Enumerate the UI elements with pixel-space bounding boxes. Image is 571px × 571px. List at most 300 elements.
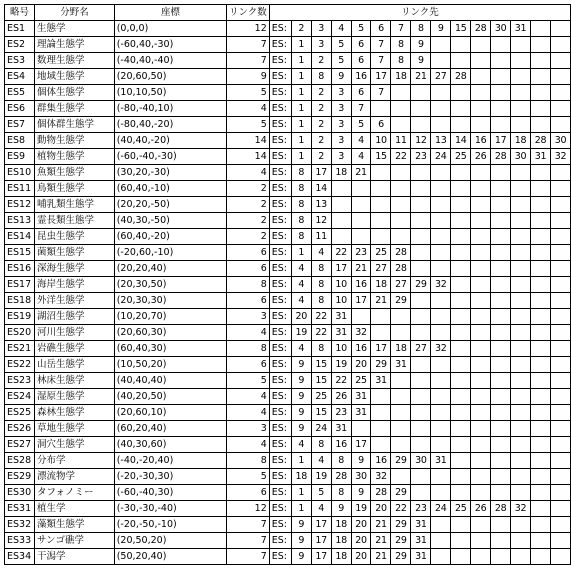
link-prefix-cell: ES: (269, 101, 291, 117)
link-target-cell (411, 437, 431, 453)
link-count-cell: 7 (226, 517, 269, 533)
link-target-cell: 10 (371, 133, 391, 149)
link-target-cell: 4 (351, 149, 371, 165)
link-target-cell (451, 197, 471, 213)
link-target-cell (511, 357, 531, 373)
link-target-cell (530, 69, 550, 85)
link-target-cell: 28 (471, 21, 491, 37)
link-target-cell (491, 277, 511, 293)
link-target-cell: 8 (311, 277, 331, 293)
link-target-cell: 8 (311, 69, 331, 85)
link-target-cell: 19 (291, 325, 311, 341)
coord-cell: (40,30,-50) (114, 213, 226, 229)
link-target-cell (431, 405, 451, 421)
link-target-cell (550, 453, 570, 469)
link-target-cell (511, 293, 531, 309)
table-row (5, 21, 571, 37)
link-target-cell: 4 (291, 437, 311, 453)
table-row (5, 517, 571, 533)
table-row (5, 197, 571, 213)
link-target-cell (550, 245, 570, 261)
link-target-cell (471, 549, 491, 565)
link-target-cell (411, 245, 431, 261)
link-target-cell: 9 (331, 69, 351, 85)
link-prefix-cell: ES: (269, 501, 291, 517)
link-target-cell (391, 117, 411, 133)
link-target-cell: 27 (371, 261, 391, 277)
link-target-cell (511, 117, 531, 133)
abbr-cell: ES25 (5, 405, 35, 421)
link-count-cell: 6 (226, 357, 269, 373)
link-target-cell: 16 (331, 437, 351, 453)
link-target-cell (471, 309, 491, 325)
link-target-cell: 8 (291, 165, 311, 181)
coord-cell: (20,30,50) (114, 277, 226, 293)
link-target-cell (471, 453, 491, 469)
link-target-cell (371, 325, 391, 341)
link-target-cell: 31 (351, 405, 371, 421)
abbr-cell: ES2 (5, 37, 35, 53)
link-target-cell: 17 (331, 261, 351, 277)
abbr-cell: ES33 (5, 533, 35, 549)
abbr-cell: ES23 (5, 373, 35, 389)
link-target-cell: 25 (451, 501, 471, 517)
link-target-cell (491, 325, 511, 341)
table-row (5, 133, 571, 149)
link-target-cell: 23 (331, 405, 351, 421)
link-target-cell (550, 357, 570, 373)
link-target-cell: 21 (411, 69, 431, 85)
link-target-cell (431, 549, 451, 565)
link-target-cell (550, 421, 570, 437)
link-target-cell: 3 (311, 21, 331, 37)
table-row (5, 37, 571, 53)
link-target-cell (371, 405, 391, 421)
link-count-cell: 7 (226, 37, 269, 53)
field-name-cell: 山岳生態学 (34, 357, 114, 373)
coord-cell: (-20,60,-10) (114, 245, 226, 261)
link-target-cell: 19 (351, 501, 371, 517)
link-target-cell: 9 (291, 421, 311, 437)
link-target-cell (511, 261, 531, 277)
link-target-cell: 17 (351, 293, 371, 309)
table-row (5, 181, 571, 197)
link-target-cell (530, 197, 550, 213)
link-target-cell: 26 (471, 149, 491, 165)
link-target-cell: 1 (291, 485, 311, 501)
link-target-cell (511, 53, 531, 69)
link-target-cell (471, 37, 491, 53)
link-target-cell: 21 (371, 293, 391, 309)
link-target-cell: 2 (311, 53, 331, 69)
link-target-cell: 26 (471, 501, 491, 517)
link-target-cell: 8 (391, 37, 411, 53)
link-target-cell (530, 213, 550, 229)
link-target-cell (550, 549, 570, 565)
link-target-cell (530, 325, 550, 341)
link-prefix-cell: ES: (269, 533, 291, 549)
link-count-cell: 14 (226, 149, 269, 165)
field-name-cell: 動物生態学 (34, 133, 114, 149)
field-name-cell: 数理生態学 (34, 53, 114, 69)
link-target-cell (550, 69, 570, 85)
abbr-cell: ES34 (5, 549, 35, 565)
link-count-cell: 4 (226, 165, 269, 181)
link-prefix-cell: ES: (269, 437, 291, 453)
abbr-cell: ES30 (5, 485, 35, 501)
link-target-cell (391, 85, 411, 101)
link-target-cell: 8 (291, 181, 311, 197)
link-target-cell: 5 (351, 117, 371, 133)
link-prefix-cell: ES: (269, 213, 291, 229)
field-name-cell: 森林生態学 (34, 405, 114, 421)
link-target-cell: 8 (311, 261, 331, 277)
link-prefix-cell: ES: (269, 469, 291, 485)
link-target-cell (530, 533, 550, 549)
link-target-cell (530, 485, 550, 501)
table-row (5, 293, 571, 309)
link-target-cell: 31 (530, 149, 550, 165)
link-target-cell: 8 (391, 53, 411, 69)
link-target-cell (371, 437, 391, 453)
link-target-cell: 8 (411, 21, 431, 37)
link-target-cell (351, 421, 371, 437)
link-target-cell (471, 229, 491, 245)
link-target-cell: 1 (291, 149, 311, 165)
link-target-cell (411, 421, 431, 437)
link-target-cell (550, 389, 570, 405)
link-target-cell: 9 (291, 389, 311, 405)
link-prefix-cell: ES: (269, 517, 291, 533)
link-target-cell: 20 (351, 357, 371, 373)
link-target-cell (491, 181, 511, 197)
link-target-cell: 15 (451, 21, 471, 37)
link-target-cell (431, 37, 451, 53)
link-target-cell (431, 53, 451, 69)
link-target-cell: 18 (331, 533, 351, 549)
link-target-cell: 28 (391, 245, 411, 261)
link-target-cell (391, 469, 411, 485)
link-count-cell: 4 (226, 325, 269, 341)
link-target-cell: 11 (311, 229, 331, 245)
link-target-cell (511, 421, 531, 437)
link-target-cell (371, 421, 391, 437)
table-row (5, 421, 571, 437)
link-count-cell: 8 (226, 277, 269, 293)
link-target-cell (431, 165, 451, 181)
link-target-cell: 21 (371, 533, 391, 549)
link-target-cell (411, 389, 431, 405)
link-target-cell (431, 421, 451, 437)
link-prefix-cell: ES: (269, 21, 291, 37)
link-target-cell (530, 453, 550, 469)
table-row (5, 405, 571, 421)
field-name-cell: 分布学 (34, 453, 114, 469)
coord-cell: (-30,-30,-40) (114, 501, 226, 517)
link-target-cell: 22 (311, 325, 331, 341)
link-target-cell: 28 (491, 149, 511, 165)
link-count-cell: 6 (226, 293, 269, 309)
link-count-cell: 2 (226, 197, 269, 213)
table-row (5, 389, 571, 405)
link-target-cell (451, 277, 471, 293)
coord-cell: (20,50,20) (114, 533, 226, 549)
link-target-cell (491, 165, 511, 181)
link-target-cell (550, 37, 570, 53)
field-name-cell: 霊長類生態学 (34, 213, 114, 229)
link-target-cell: 2 (291, 21, 311, 37)
table-row (5, 533, 571, 549)
header-row (5, 5, 571, 21)
link-target-cell (391, 181, 411, 197)
abbr-cell: ES8 (5, 133, 35, 149)
link-target-cell: 23 (351, 245, 371, 261)
link-target-cell (431, 533, 451, 549)
link-target-cell (471, 421, 491, 437)
link-target-cell: 9 (351, 485, 371, 501)
link-target-cell (511, 69, 531, 85)
link-target-cell: 30 (411, 453, 431, 469)
link-target-cell: 1 (291, 37, 311, 53)
link-target-cell: 29 (411, 277, 431, 293)
field-name-cell: タフォノミー (34, 485, 114, 501)
link-target-cell: 21 (371, 517, 391, 533)
link-target-cell (491, 229, 511, 245)
link-target-cell: 8 (291, 197, 311, 213)
link-target-cell (471, 117, 491, 133)
link-target-cell: 31 (331, 421, 351, 437)
table-row (5, 373, 571, 389)
abbr-cell: ES13 (5, 213, 35, 229)
link-target-cell: 7 (391, 21, 411, 37)
link-target-cell: 29 (371, 357, 391, 373)
link-target-cell (411, 405, 431, 421)
table-row (5, 165, 571, 181)
field-name-cell: 漂流物学 (34, 469, 114, 485)
link-target-cell: 6 (351, 85, 371, 101)
link-prefix-cell: ES: (269, 245, 291, 261)
field-name-cell: 湿原生態学 (34, 389, 114, 405)
link-target-cell: 28 (491, 501, 511, 517)
link-target-cell: 17 (491, 133, 511, 149)
link-target-cell (471, 389, 491, 405)
link-target-cell (491, 197, 511, 213)
link-target-cell: 3 (331, 85, 351, 101)
link-target-cell (550, 21, 570, 37)
link-target-cell (431, 261, 451, 277)
link-target-cell (491, 85, 511, 101)
link-target-cell: 15 (311, 405, 331, 421)
link-target-cell: 1 (291, 453, 311, 469)
link-target-cell (511, 101, 531, 117)
link-target-cell: 9 (291, 549, 311, 565)
link-target-cell (471, 325, 491, 341)
table-body (5, 21, 571, 565)
link-count-cell: 5 (226, 85, 269, 101)
link-target-cell (511, 453, 531, 469)
link-target-cell (471, 293, 491, 309)
link-target-cell: 22 (391, 149, 411, 165)
table-row (5, 341, 571, 357)
coord-cell: (20,20,-50) (114, 197, 226, 213)
link-target-cell (331, 213, 351, 229)
link-target-cell: 23 (411, 501, 431, 517)
link-target-cell (411, 309, 431, 325)
field-name-cell: 湖沼生態学 (34, 309, 114, 325)
link-target-cell: 3 (331, 133, 351, 149)
link-target-cell (530, 421, 550, 437)
table-row (5, 213, 571, 229)
link-target-cell (431, 85, 451, 101)
link-target-cell (451, 389, 471, 405)
link-target-cell (411, 117, 431, 133)
header-count: リンク数 (226, 5, 269, 21)
link-target-cell (530, 373, 550, 389)
link-target-cell (550, 517, 570, 533)
link-target-cell (411, 293, 431, 309)
link-target-cell: 27 (431, 69, 451, 85)
coord-cell: (10,20,70) (114, 309, 226, 325)
table-row (5, 85, 571, 101)
link-target-cell: 29 (391, 293, 411, 309)
link-target-cell (431, 485, 451, 501)
link-target-cell (530, 277, 550, 293)
link-target-cell (431, 197, 451, 213)
link-target-cell: 6 (351, 53, 371, 69)
link-target-cell: 28 (371, 485, 391, 501)
link-target-cell (530, 229, 550, 245)
link-target-cell (431, 325, 451, 341)
link-target-cell (471, 181, 491, 197)
link-target-cell: 28 (530, 133, 550, 149)
coord-cell: (50,20,40) (114, 549, 226, 565)
coord-cell: (-60,-40,-30) (114, 149, 226, 165)
link-target-cell (471, 261, 491, 277)
link-prefix-cell: ES: (269, 85, 291, 101)
link-prefix-cell: ES: (269, 549, 291, 565)
link-target-cell (451, 533, 471, 549)
abbr-cell: ES31 (5, 501, 35, 517)
link-target-cell (511, 405, 531, 421)
link-target-cell (451, 325, 471, 341)
link-target-cell (451, 213, 471, 229)
link-target-cell (431, 389, 451, 405)
link-target-cell: 31 (411, 533, 431, 549)
link-target-cell: 29 (391, 517, 411, 533)
link-target-cell (431, 437, 451, 453)
abbr-cell: ES26 (5, 421, 35, 437)
link-prefix-cell: ES: (269, 293, 291, 309)
coord-cell: (-80,40,-20) (114, 117, 226, 133)
table-row (5, 261, 571, 277)
link-target-cell: 18 (371, 277, 391, 293)
link-target-cell (550, 533, 570, 549)
link-count-cell: 6 (226, 485, 269, 501)
link-target-cell: 12 (311, 213, 331, 229)
link-count-cell: 7 (226, 533, 269, 549)
coord-cell: (40,30,60) (114, 437, 226, 453)
field-name-cell: 理論生態学 (34, 37, 114, 53)
link-target-cell: 16 (471, 133, 491, 149)
table-row (5, 69, 571, 85)
link-target-cell: 30 (511, 149, 531, 165)
link-target-cell: 30 (351, 469, 371, 485)
link-target-cell (550, 261, 570, 277)
link-target-cell: 7 (371, 85, 391, 101)
link-target-cell (471, 405, 491, 421)
link-target-cell: 9 (291, 517, 311, 533)
link-target-cell: 5 (311, 485, 331, 501)
abbr-cell: ES14 (5, 229, 35, 245)
link-target-cell (491, 373, 511, 389)
link-target-cell: 29 (391, 485, 411, 501)
coord-cell: (60,20,40) (114, 421, 226, 437)
link-prefix-cell: ES: (269, 149, 291, 165)
link-target-cell (431, 293, 451, 309)
link-target-cell: 16 (351, 341, 371, 357)
link-target-cell (451, 517, 471, 533)
link-target-cell: 2 (311, 117, 331, 133)
link-target-cell (411, 85, 431, 101)
link-target-cell (491, 53, 511, 69)
link-target-cell (530, 245, 550, 261)
link-target-cell (550, 405, 570, 421)
coord-cell: (10,50,20) (114, 357, 226, 373)
link-target-cell (391, 197, 411, 213)
link-target-cell: 9 (291, 373, 311, 389)
link-target-cell (491, 549, 511, 565)
link-target-cell (550, 309, 570, 325)
abbr-cell: ES16 (5, 261, 35, 277)
link-target-cell (511, 485, 531, 501)
link-target-cell (371, 229, 391, 245)
table-row (5, 53, 571, 69)
link-target-cell (511, 37, 531, 53)
link-target-cell (511, 517, 531, 533)
link-target-cell: 24 (431, 149, 451, 165)
link-count-cell: 5 (226, 469, 269, 485)
link-target-cell: 2 (311, 101, 331, 117)
link-target-cell: 30 (491, 21, 511, 37)
link-target-cell (451, 373, 471, 389)
link-target-cell (431, 213, 451, 229)
link-target-cell: 32 (371, 469, 391, 485)
coord-cell: (20,30,30) (114, 293, 226, 309)
link-target-cell: 20 (291, 309, 311, 325)
field-name-cell: 林床生態学 (34, 373, 114, 389)
link-target-cell: 18 (331, 549, 351, 565)
link-target-cell (391, 165, 411, 181)
link-target-cell (530, 21, 550, 37)
link-target-cell (451, 341, 471, 357)
link-target-cell: 24 (311, 421, 331, 437)
table-row (5, 357, 571, 373)
link-target-cell (491, 469, 511, 485)
link-target-cell: 10 (331, 293, 351, 309)
link-target-cell: 23 (411, 149, 431, 165)
coord-cell: (0,0,0) (114, 21, 226, 37)
link-prefix-cell: ES: (269, 277, 291, 293)
link-target-cell: 8 (311, 341, 331, 357)
link-count-cell: 7 (226, 549, 269, 565)
link-target-cell (411, 325, 431, 341)
table-row (5, 549, 571, 565)
link-target-cell (491, 245, 511, 261)
link-target-cell (471, 245, 491, 261)
link-target-cell (530, 405, 550, 421)
abbr-cell: ES28 (5, 453, 35, 469)
link-target-cell (511, 165, 531, 181)
